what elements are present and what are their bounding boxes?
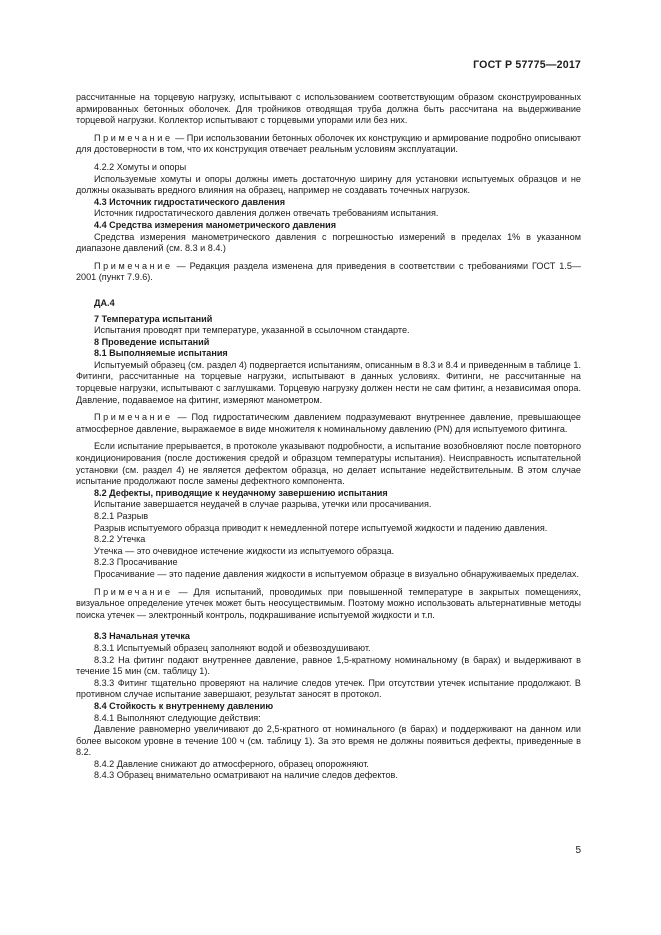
paragraph-8-3-3: 8.3.3 Фитинг тщательно проверяют на наличие следов утечек. При отсутствии утечек испытание продолжают. В противном случае испытание завершают, результат заносят в протокол. (76, 677, 581, 700)
item-title-leak: 8.2.2 Утечка (94, 534, 146, 545)
subsection-title-tests: 8.1 Выполняемые испытания (94, 348, 228, 359)
subsection-title-clamps: 4.2.2 Хомуты и опоры (94, 161, 187, 172)
note-text: — Редакция раздела изменена для приведения в соответствии с требованиями ГОСТ 1.5—2001 (пункт 7.9.6). (76, 260, 581, 283)
paragraph-seepage: Просачивание — это падение давления жидкости в испытуемом образце в визуально обнаруживаемых пределах. (94, 568, 579, 579)
standard-designation: ГОСТ Р 57775—2017 (473, 59, 581, 71)
paragraph-gauges: Средства измерения манометрического давления с погрешностью измерений в пределах 1% в указанном диапазоне давлений (см. 8.3 и 8.4.) (76, 231, 581, 254)
note-label: Примечание (94, 586, 173, 597)
paragraph-rupture: Разрыв испытуемого образца приводит к немедленной потере испытуемой жидкости и падению давления. (94, 522, 548, 533)
note-label: Примечание (94, 260, 173, 271)
paragraph-defects: Испытание завершается неудачей в случае разрыва, утечки или просачивания. (94, 499, 432, 510)
paragraph-8-4-1: 8.4.1 Выполняют следующие действия: (94, 712, 261, 723)
note-text: — При использовании бетонных оболочек их конструкцию и армирование подробно описывают для достоверности в том, что их конструкция отвечает реальным условиям эксплуатации. (76, 132, 581, 155)
paragraph-pressure-increase: Давление равномерно увеличивают до 2,5-кратного от номинального (в барах) и поддерживают на данном или более высоком уровне в течение 100 ч (см. таблицу 1). За это время не должны появиться дефекты, приведенные в 8.2. (76, 724, 581, 758)
paragraph-8-4-3: 8.4.3 Образец внимательно осматривают на наличие следов дефектов. (94, 770, 398, 781)
paragraph-tests: Испытуемый образец (см. раздел 4) подвергается испытаниям, описанным в 8.3 и 8.4 и приведенным в таблице 1. Фитинги, рассчитанные на торцевые нагрузки, испытывают в данных условиях. Фитинги, не рассчитанные на торцевые нагрузки, испытывают с заглушками. Торцевую нагрузку должен нести не сам фитинг, а независимая опора. Давление, подаваемое на фитинг, измеряют манометром. (76, 359, 581, 405)
subsection-title-pressure-source: 4.3 Источник гидростатического давления (94, 196, 286, 207)
subsection-title-internal-pressure: 8.4 Стойкость к внутреннему давлению (94, 700, 274, 711)
paragraph-clamps: Используемые хомуты и опоры должны иметь достаточную ширину для установки испытуемых образцов и не должны оказывать вредного влияния на образец, например не создавать точечных нагрузок. (76, 173, 581, 196)
subsection-title-gauges: 4.4 Средства измерения манометрического давления (94, 219, 337, 230)
paragraph-concrete-shells: рассчитанные на торцевую нагрузку, испытывают с использованием соответствующим образом сконструированных армированных бетонных оболочек. Для тройников отводящая труба должна быть рассчитана на выдерживание торцевой нагрузки. Коллектор испытывают с торцевыми упорами или без них. (76, 92, 581, 126)
subsection-title-initial-leak: 8.3 Начальная утечка (94, 631, 190, 642)
section-title-temperature: 7 Температура испытаний (94, 313, 213, 324)
page-content (76, 92, 581, 782)
note-concrete-shells (76, 133, 581, 156)
note-label: Примечание (94, 132, 173, 143)
note-visual-detection (76, 587, 581, 622)
note-text: — Под гидростатическим давлением подразумевают внутреннее давление, превышающее атмосферное давление, выражаемое в виде множителя к номинальному давлению (PN) для испытуемого фитинга. (76, 412, 581, 434)
item-title-seepage: 8.2.3 Просачивание (94, 557, 178, 568)
subsection-title-defects: 8.2 Дефекты, приводящие к неудачному завершению испытания (94, 487, 388, 498)
paragraph-pressure-source: Источник гидростатического давления должен отвечать требованиям испытания. (94, 208, 439, 219)
note-edition (76, 261, 581, 284)
item-title-rupture: 8.2.1 Разрыв (94, 511, 149, 521)
paragraph-interruption: Если испытание прерывается, в протоколе указывают подробности, а испытание возобновляют после повторного кондиционирования (после достижения средой и образцом температуры испытания). Неисправность испытательной установки (см. раздел 4) не является дефектом образца, но делает испытание недействительным. В этом случае испытание продолжают после замены дефектного компонента. (76, 441, 581, 487)
appendix-section-da4: ДА.4 (94, 297, 115, 308)
paragraph-8-4-2: 8.4.2 Давление снижают до атмосферного, образец опорожняют. (94, 758, 369, 769)
note-text: — Для испытаний, проводимых при повышенной температуре в закрытых помещениях, визуальное определение утечек может быть неосуществимым. Поэтому можно использовать альтернативные методы поиска утечек — электронный контроль, подкрашивание испытуемой жидкости и т.п. (76, 586, 581, 620)
section-title-testing: 8 Проведение испытаний (94, 336, 210, 347)
note-label: Примечание (94, 412, 173, 423)
note-hydrostatic (76, 412, 581, 435)
paragraph-leak: Утечка — это очевидное истечение жидкости из испытуемого образца. (94, 545, 395, 556)
paragraph-8-3-2: 8.3.2 На фитинг подают внутреннее давление, равное 1,5-кратному номинальному (в барах) и выдерживают в течение 15 мин (см. таблицу 1). (76, 654, 581, 677)
paragraph-8-3-1: 8.3.1 Испытуемый образец заполняют водой и обезвоздушивают. (94, 642, 371, 653)
page-number: 5 (575, 845, 581, 856)
paragraph-temperature: Испытания проводят при температуре, указанной в ссылочном стандарте. (94, 325, 410, 336)
